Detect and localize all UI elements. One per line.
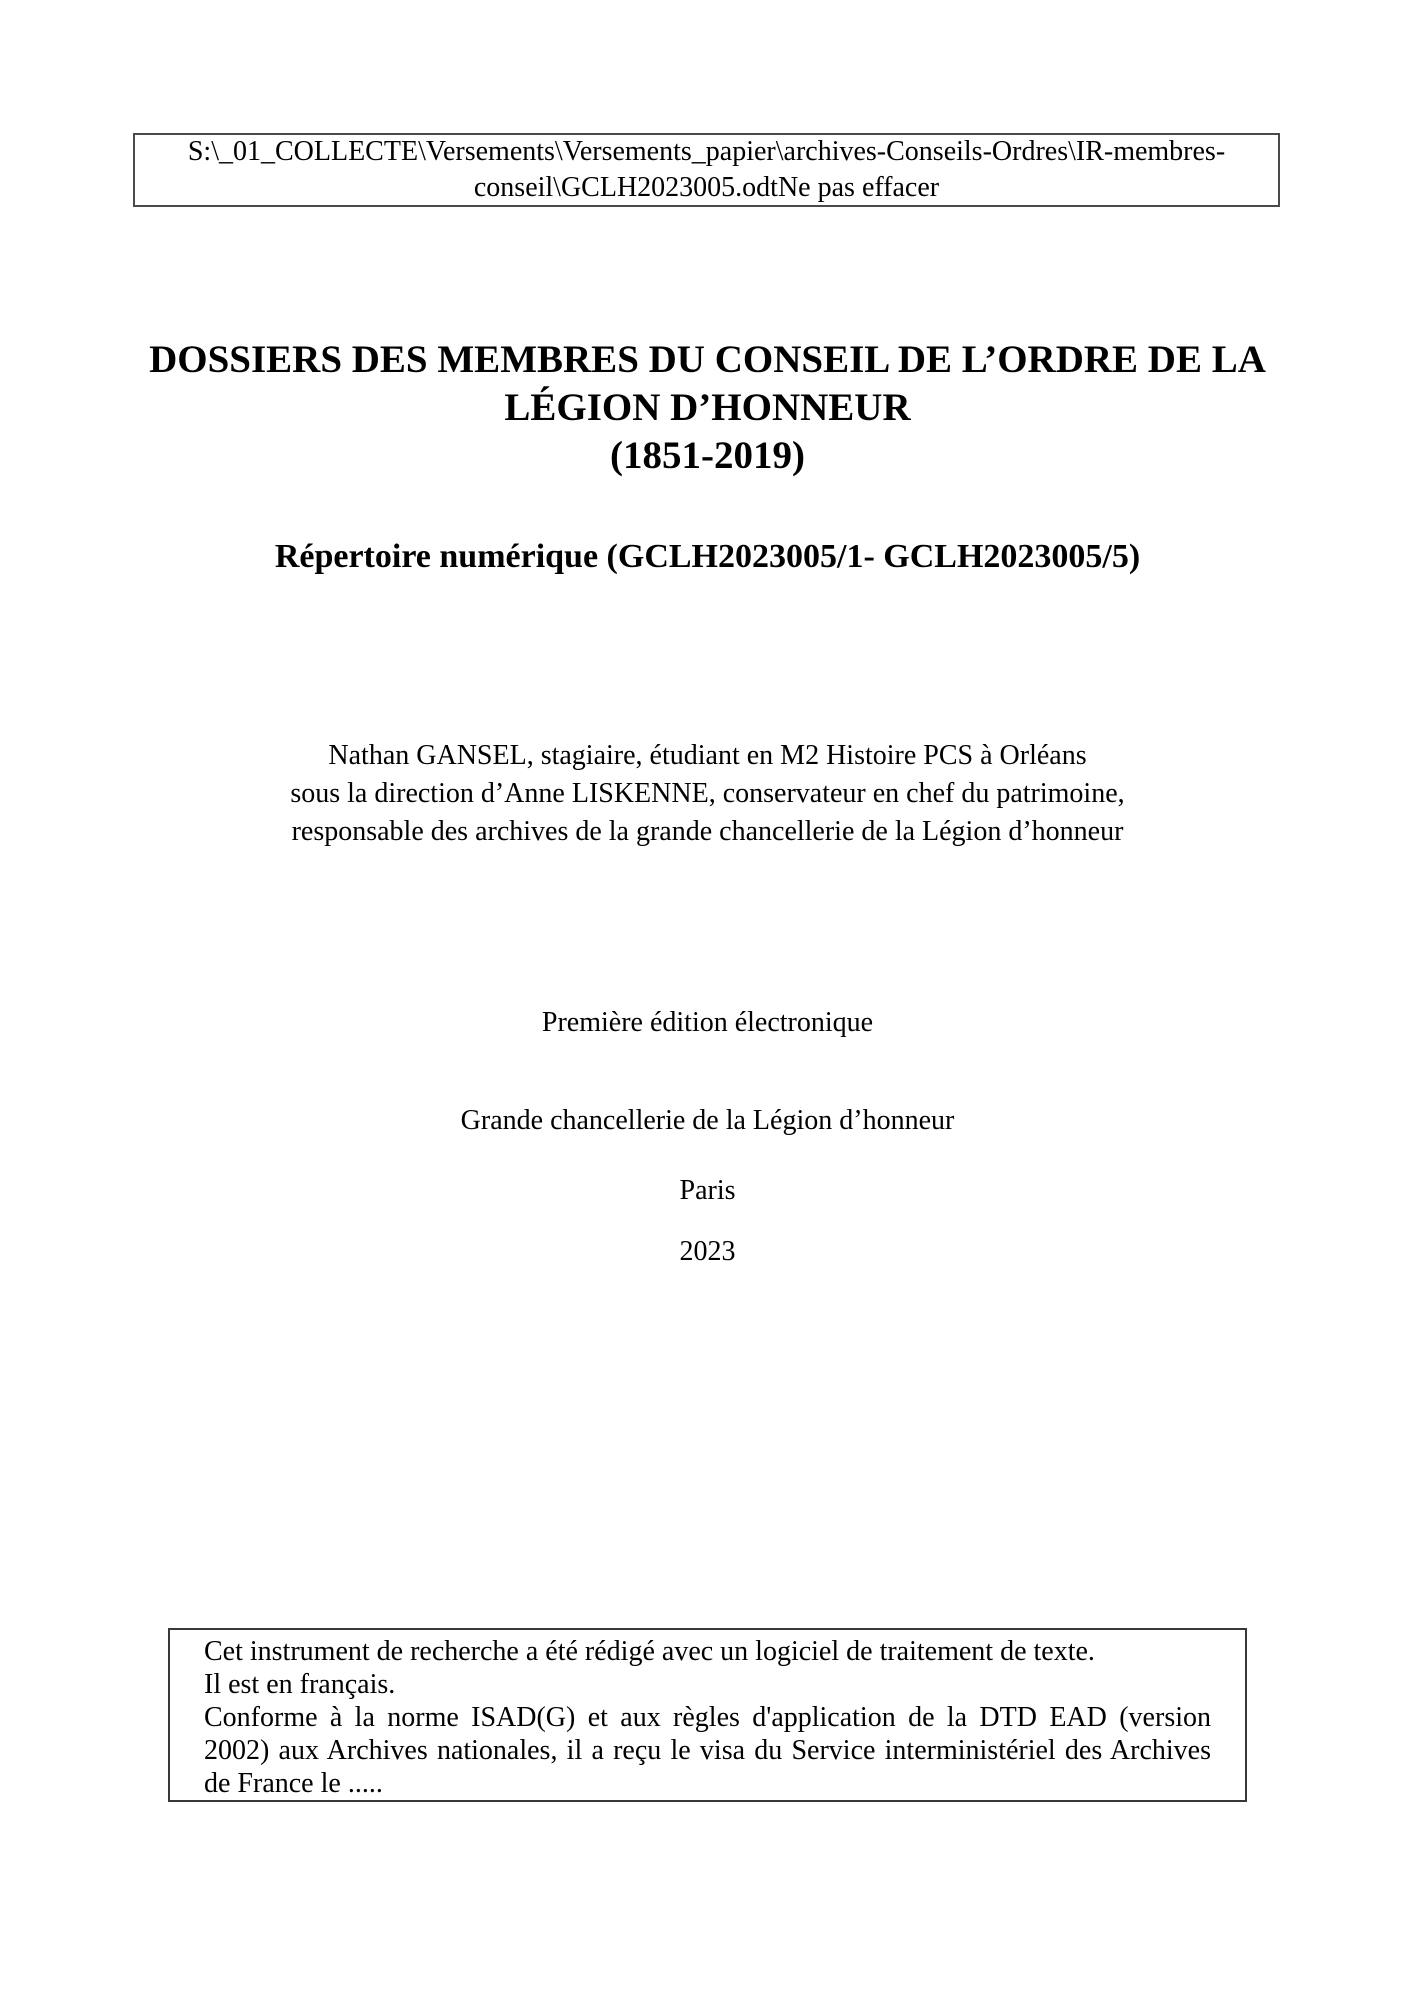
document-subtitle: Répertoire numérique (GCLH2023005/1- GCLH2023005/5) [274,538,1141,575]
document-title [100,336,1315,480]
title-line-2: LÉGION D’HONNEUR [504,386,911,429]
title-line-3: (1851-2019) [610,434,805,477]
notice-box [168,1628,1247,1802]
author-line-2: sous la direction d’Anne LISKENNE, conservateur en chef du patrimoine, [290,778,1125,809]
author-line-1: Nathan GANSEL, stagiaire, étudiant en M2 Histoire PCS à Orléans [328,740,1087,771]
publication-year: 2023 [679,1236,736,1267]
file-path-line-1: S:\_01_COLLECTE\Versements\Versements_papier\archives-Conseils-Ordres\IR-membres- [187,136,1226,167]
edition-note: Première édition électronique [541,1007,874,1038]
authors-block [100,737,1315,851]
file-path-line-2: conseil\GCLH2023005.odtNe pas effacer [473,172,940,203]
notice-paragraph-3: Conforme à la norme ISAD(G) et aux règles d'application de la DTD EAD (version 2002) aux Archives nationales, il a reçu le visa du Service interministériel des Archives de France le ..... [204,1702,1211,1799]
publication-city: Paris [679,1175,736,1206]
title-line-1: DOSSIERS DES MEMBRES DU CONSEIL DE L’ORDRE DE LA [149,338,1266,381]
author-line-3: responsable des archives de la grande chancellerie de la Légion d’honneur [291,816,1124,847]
publisher-name: Grande chancellerie de la Légion d’honneur [460,1105,955,1136]
notice-paragraph-1: Cet instrument de recherche a été rédigé avec un logiciel de traitement de texte. [204,1636,1095,1667]
notice-paragraph-2: Il est en français. [204,1669,396,1700]
file-path-box [133,133,1280,207]
